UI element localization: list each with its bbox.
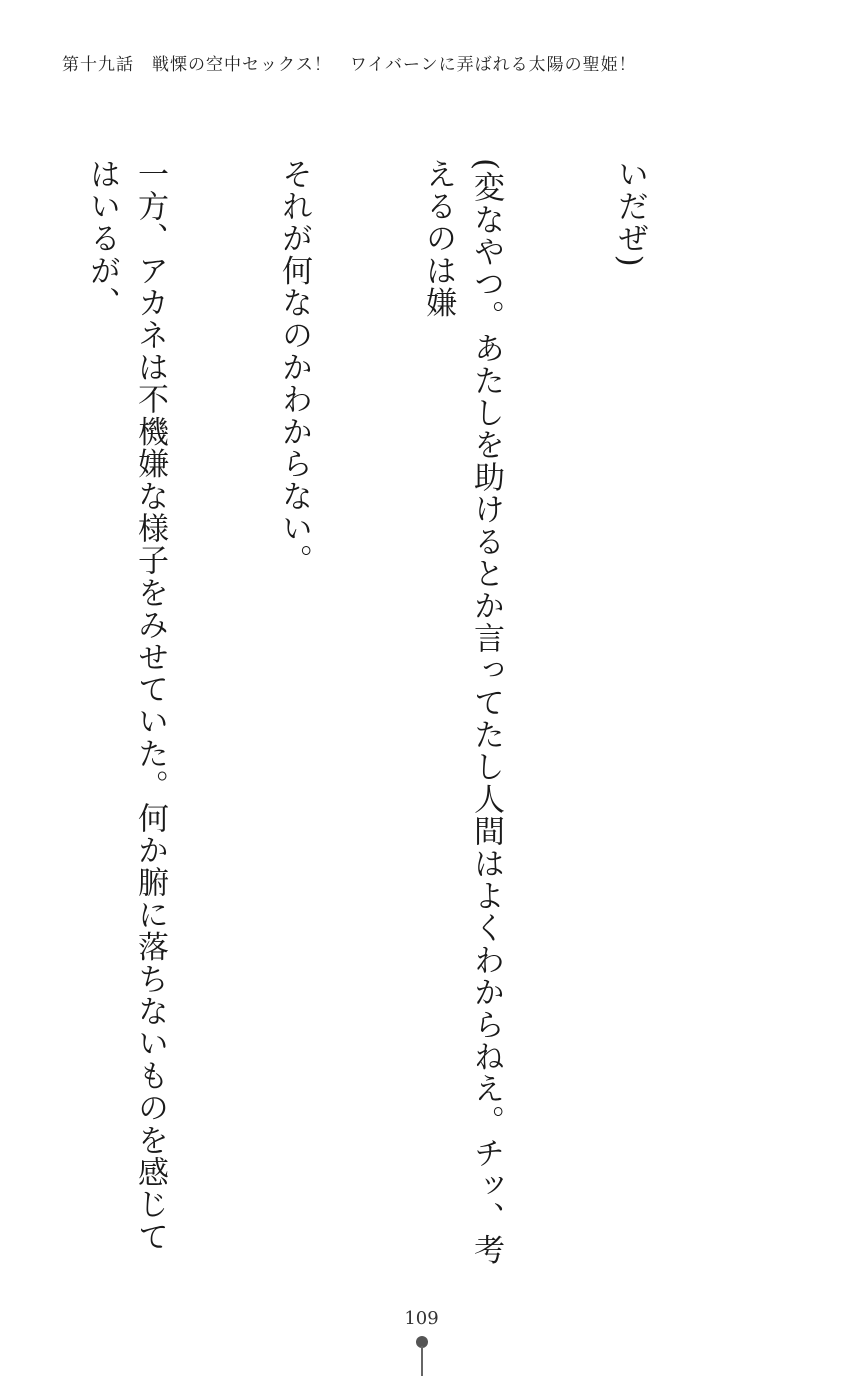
body-line: それが何なのかわからない。 bbox=[276, 158, 312, 577]
running-header: 第十九話 戦慄の空中セックス！ ワイバーンに弄ばれる太陽の聖姫！ bbox=[62, 55, 637, 75]
page-number: 109 bbox=[404, 1308, 439, 1329]
body-line: いだぜ) bbox=[612, 158, 648, 268]
ornament-stem bbox=[421, 1346, 423, 1376]
body-line: (変なやつ。あたしを助けるとか言ってたし人間はよくわからねえ。チッ、考えるのは嫌 bbox=[420, 158, 504, 1267]
body-text bbox=[84, 158, 750, 1268]
body-line: 一方、アカネは不機嫌な様子をみせていた。何か腑に落ちないものを感じてはいるが、 bbox=[84, 158, 168, 1253]
page-ornament bbox=[416, 1336, 428, 1376]
